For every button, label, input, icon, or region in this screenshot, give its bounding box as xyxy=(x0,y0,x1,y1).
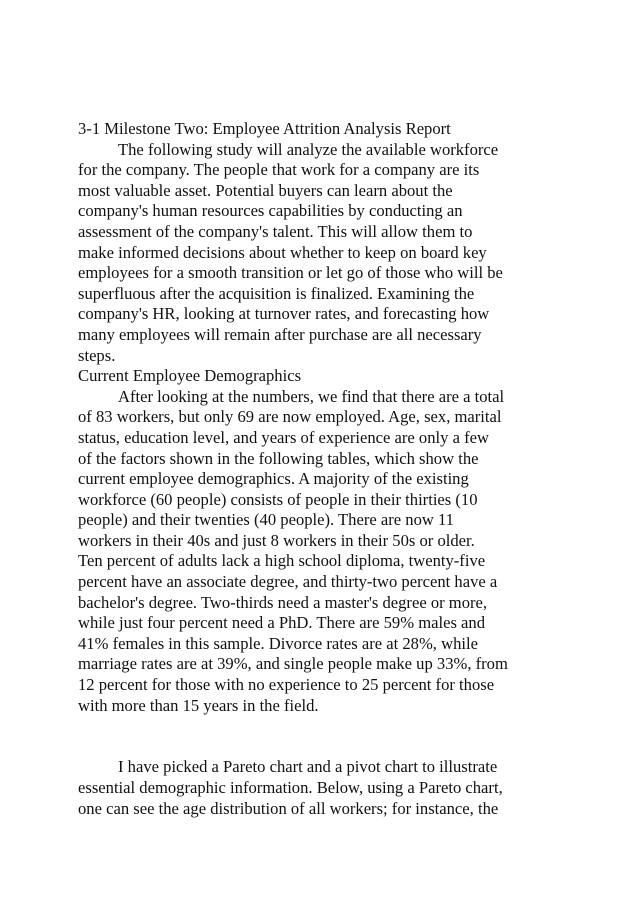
body-line: most valuable asset. Potential buyers can learn about the xyxy=(78,180,453,200)
body-line: bachelor's degree. Two-thirds need a master's degree or more, xyxy=(78,592,488,612)
body-line: 41% females in this sample. Divorce rates are at 28%, while xyxy=(78,633,478,653)
section-heading: Current Employee Demographics xyxy=(78,366,302,386)
blank-line xyxy=(78,716,578,737)
body-line: essential demographic information. Below, using a Pareto chart, xyxy=(78,778,503,797)
body-line: current employee demographics. A majority of the existing xyxy=(78,469,469,489)
body-line: percent have an associate degree, and thirty-two percent have a xyxy=(78,572,498,592)
body-line: I have picked a Pareto chart and a pivot chart to illustrate xyxy=(118,757,498,777)
body-line: status, education level, and years of experience are only a few xyxy=(78,427,489,447)
body-line: workers in their 40s and just 8 workers in their 50s or older. xyxy=(78,530,475,550)
body-line: make informed decisions about whether to keep on board key xyxy=(78,242,487,262)
body-line: company's human resources capabilities by conducting an xyxy=(78,201,463,221)
report-title: 3-1 Milestone Two: Employee Attrition Analysis Report xyxy=(78,119,451,138)
body-line: 12 percent for those with no experience to 25 percent for those xyxy=(78,675,495,695)
blank-line xyxy=(78,737,578,758)
body-line: employees for a smooth transition or let go of those who will be xyxy=(78,263,503,283)
body-line: with more than 15 years in the field. xyxy=(78,695,319,715)
body-line: while just four percent need a PhD. There are 59% males and xyxy=(78,613,486,633)
body-line: The following study will analyze the available workforce xyxy=(118,139,499,159)
body-line: company's HR, looking at turnover rates, and forecasting how xyxy=(78,304,490,324)
body-line: superfluous after the acquisition is finalized. Examining the xyxy=(78,283,475,303)
body-line: for the company. The people that work for a company are its xyxy=(78,160,480,180)
body-line: steps. xyxy=(78,345,116,365)
body-line: marriage rates are at 39%, and single people make up 33%, from xyxy=(78,654,508,674)
body-line: Ten percent of adults lack a high school diploma, twenty-five xyxy=(78,551,486,571)
body-line: many employees will remain after purchase are all necessary xyxy=(78,324,482,344)
body-line: one can see the age distribution of all workers; for instance, the xyxy=(78,798,499,818)
body-line: people) and their twenties (40 people). There are now 11 xyxy=(78,510,454,530)
body-line: of 83 workers, but only 69 are now employed. Age, sex, marital xyxy=(78,407,502,427)
body-line: After looking at the numbers, we find that there are a total xyxy=(118,386,505,406)
body-line: of the factors shown in the following tables, which show the xyxy=(78,448,479,468)
report-body xyxy=(78,119,578,819)
body-line: assessment of the company's talent. This will allow them to xyxy=(78,221,473,241)
body-line: workforce (60 people) consists of people in their thirties (10 xyxy=(78,489,478,509)
